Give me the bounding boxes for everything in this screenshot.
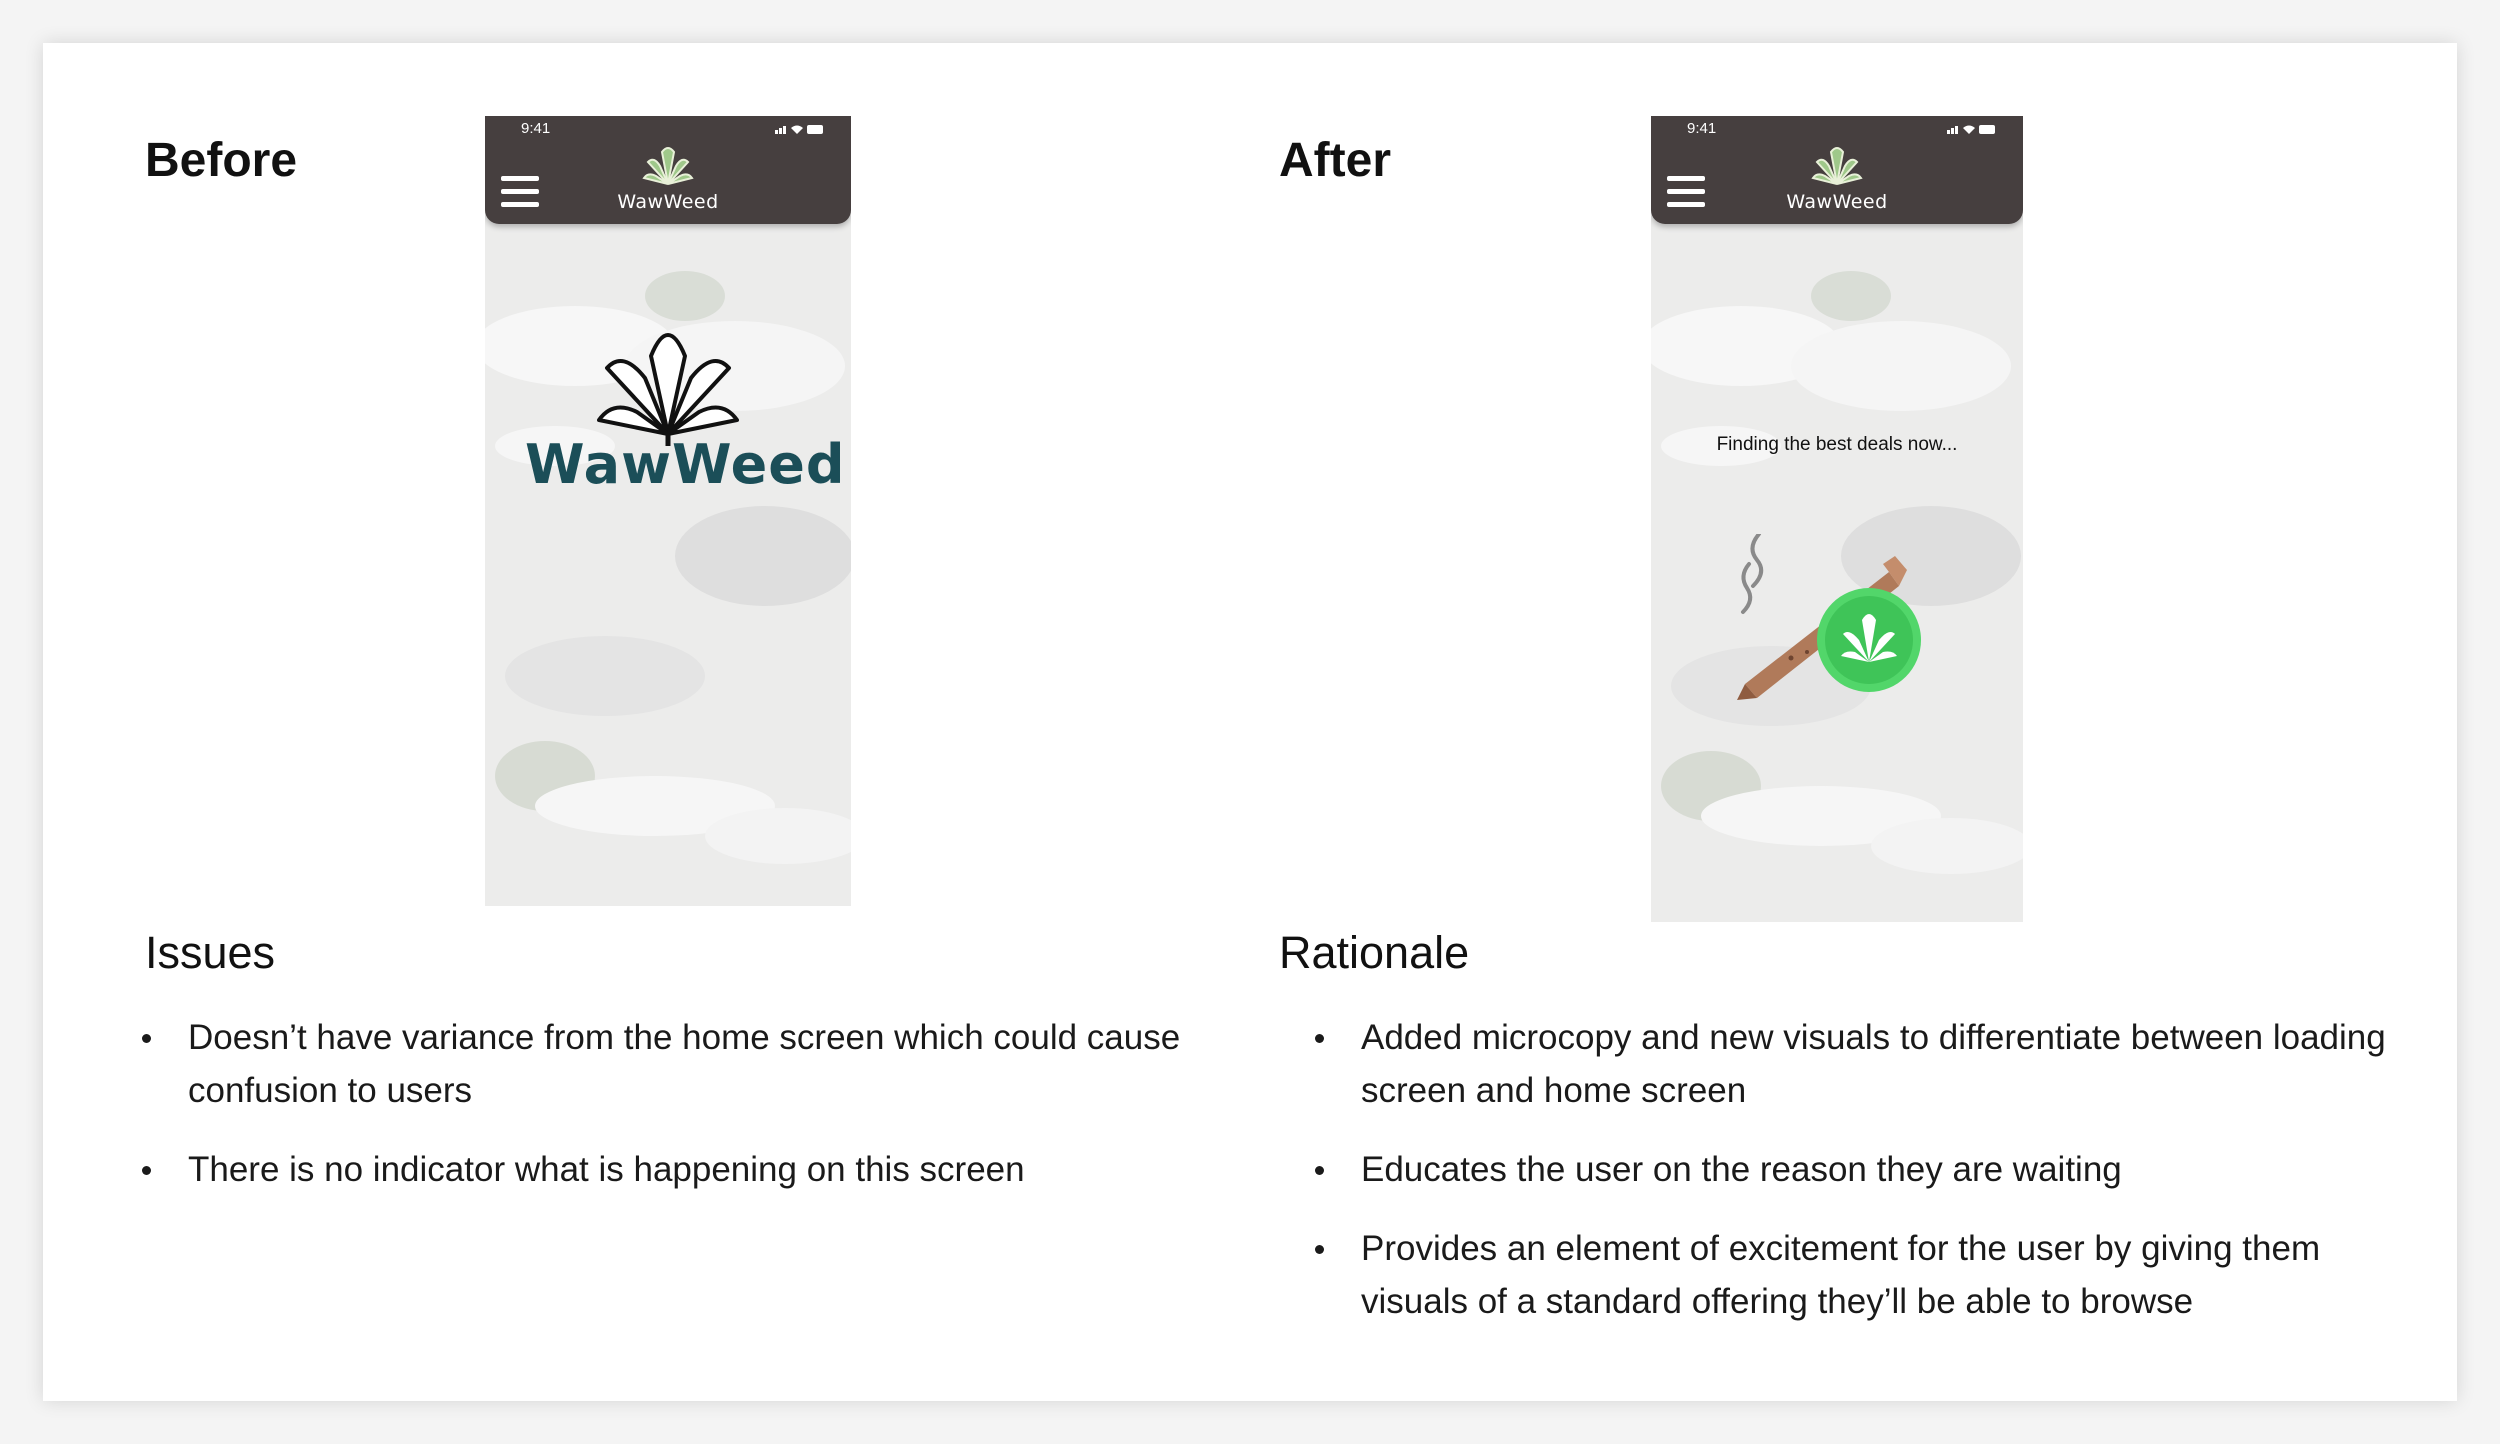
list-item: Educates the user on the reason they are waiting: [1329, 1143, 2429, 1196]
app-header: [1651, 116, 2023, 224]
header-brand-text: WawWeed: [1786, 191, 1888, 213]
before-phone-screen: [485, 116, 851, 906]
leaf-icon: [640, 144, 696, 190]
map-background-image: [485, 116, 851, 906]
map-background-image: [1651, 116, 2023, 922]
loading-microcopy: Finding the best deals now...: [1716, 434, 1958, 455]
header-brand-logo[interactable]: [1757, 144, 1917, 213]
hamburger-menu-icon[interactable]: [1667, 176, 1705, 208]
list-item: Provides an element of excitement for the user by giving them visuals of a standard offering they’ll be able to browse: [1329, 1222, 2429, 1328]
green-leaf-badge-icon: [1817, 588, 1921, 692]
splash-logo-text: WawWeed: [525, 433, 846, 496]
smoke-icon: [1743, 534, 1761, 612]
header-brand-logo[interactable]: [588, 144, 748, 213]
slide-card: [43, 43, 2457, 1401]
cannabis-leaf-icon: [593, 316, 743, 446]
issues-list: [156, 1011, 1216, 1222]
status-time: 9:41: [1687, 120, 1717, 137]
rationale-list: [1329, 1011, 2429, 1354]
after-phone-screen: [1651, 116, 2023, 922]
app-header: [485, 116, 851, 224]
loading-illustration: [1731, 534, 1941, 704]
list-item: Doesn’t have variance from the home screen which could cause confusion to users: [156, 1011, 1216, 1117]
list-item: There is no indicator what is happening on this screen: [156, 1143, 1216, 1196]
status-time: 9:41: [521, 120, 551, 137]
after-heading: After: [1279, 134, 1392, 187]
status-icons: [1947, 121, 1997, 137]
leaf-icon: [1809, 144, 1865, 190]
splash-logo: [525, 316, 846, 496]
status-icons: [775, 121, 825, 137]
header-brand-text: WawWeed: [617, 191, 719, 213]
hamburger-menu-icon[interactable]: [501, 176, 539, 208]
list-item: Added microcopy and new visuals to differentiate between loading screen and home screen: [1329, 1011, 2429, 1117]
before-heading: Before: [145, 134, 298, 187]
issues-title: Issues: [145, 927, 276, 978]
rationale-title: Rationale: [1279, 927, 1470, 978]
